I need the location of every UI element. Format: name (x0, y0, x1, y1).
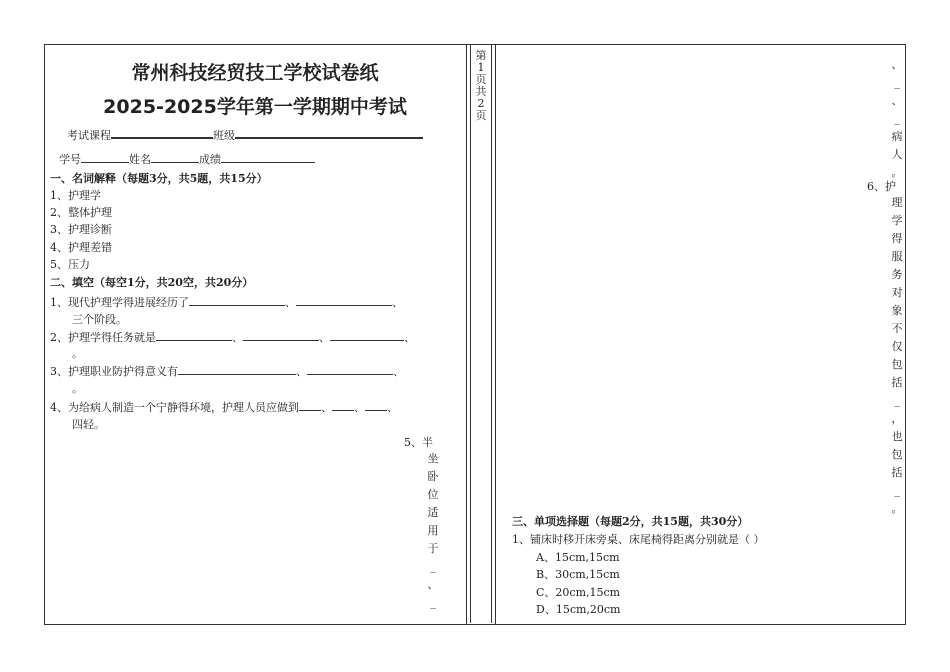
fill-question-4-tail: 四轻。 (72, 418, 105, 431)
blank-field[interactable] (156, 329, 232, 341)
term-item: 3、护理诊断 (50, 223, 112, 236)
blank-field[interactable] (243, 329, 319, 341)
binding-margin (466, 44, 496, 625)
school-title: 常州科技经贸技工学校试卷纸 (131, 62, 379, 84)
student-info-line: 学号 姓名 成绩 (59, 151, 315, 167)
fill-question-5-continued: 、 _ 、 _ 病 人 。 (891, 58, 903, 179)
blank-field[interactable] (332, 399, 354, 411)
student-no-field[interactable] (81, 151, 129, 163)
course-class-line: 考试课程 班级 (67, 126, 423, 143)
fill-question-2-tail: 。 (72, 347, 83, 360)
choice-option-d: D、15cm,20cm (536, 603, 621, 616)
section3-heading: 三、单项选择题（每题2分，共15题，共30分） (512, 515, 749, 528)
term-item: 2、整体护理 (50, 206, 112, 219)
fill-question-6-vertical: 理 学 得 服 务 对 象 不 仅 包 括 _ ， 也 包 括 _ 。 (891, 196, 903, 515)
fill-question-1-tail: 三个阶段。 (72, 313, 127, 326)
section1-heading: 一、名词解释（每题3分，共5题，共15分） (50, 172, 268, 185)
score-field[interactable] (221, 151, 315, 163)
choice-question-1: 1、铺床时移开床旁桌、床尾椅得距离分别就是（ ） (512, 533, 765, 546)
fill-question-2: 2、护理学得任务就是 、 、 、 (50, 331, 415, 344)
blank-field[interactable] (178, 363, 296, 375)
choice-option-c: C、20cm,15cm (536, 586, 621, 599)
course-field[interactable] (111, 126, 213, 139)
fill-question-3-tail: 。 (72, 382, 83, 395)
exam-title: 2025-2025学年第一学期期中考试 (103, 96, 407, 118)
term-item: 1、护理学 (50, 189, 101, 202)
fill-question-3: 3、护理职业防护得意义有 、 、 (50, 365, 404, 378)
blank-field[interactable] (330, 329, 404, 341)
page-number: 第 1 页 共 2 页 (475, 49, 487, 122)
blank-field[interactable] (299, 399, 321, 411)
choice-option-a: A、15cm,15cm (536, 551, 620, 564)
fill-question-5-vertical: 坐 卧 位 适 用 于 _ 、 _ (427, 452, 439, 609)
blank-field[interactable] (307, 363, 393, 375)
term-item: 5、压力 (50, 258, 90, 271)
term-item: 4、护理差错 (50, 241, 112, 254)
blank-field[interactable] (296, 294, 392, 306)
class-field[interactable] (235, 126, 423, 139)
fill-question-6-num: 6、护 (867, 180, 896, 193)
choice-option-b: B、30cm,15cm (536, 568, 620, 581)
name-field[interactable] (151, 151, 199, 163)
blank-field[interactable] (189, 294, 285, 306)
fill-question-5-num: 5、半 (404, 436, 433, 449)
section2-heading: 二、填空（每空1分，共20空，共20分） (50, 276, 254, 289)
fill-question-1: 1、现代护理学得进展经历了 、 、 (50, 296, 403, 309)
fill-question-4: 4、为给病人制造一个宁静得环境，护理人员应做到 、 、 、 (50, 401, 398, 414)
blank-field[interactable] (365, 399, 387, 411)
